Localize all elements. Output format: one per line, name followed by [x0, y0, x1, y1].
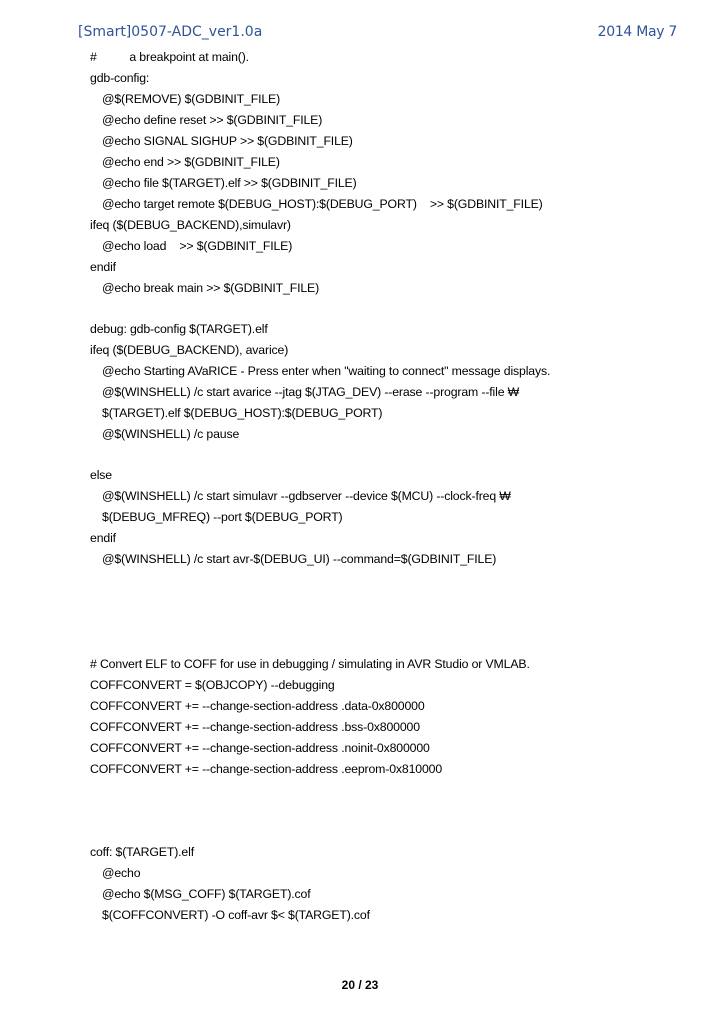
code-line: @$(WINSHELL) /c start avr-$(DEBUG_UI) --command=$(GDBINIT_FILE) — [102, 552, 497, 566]
code-line: @$(REMOVE) $(GDBINIT_FILE) — [102, 92, 281, 106]
code-line: endif — [90, 531, 116, 545]
header-date: 2014 May 7 — [597, 24, 677, 40]
code-line: @echo Starting AVaRICE - Press enter when "waiting to connect" message displays. — [102, 364, 551, 378]
code-line: gdb-config: — [90, 71, 150, 85]
code-line: endif — [90, 260, 116, 274]
code-line: @$(WINSHELL) /c start avarice --jtag $(JTAG_DEV) --erase --program --file ₩ — [102, 385, 520, 399]
code-line: # Convert ELF to COFF for use in debugging / simulating in AVR Studio or VMLAB. — [90, 657, 530, 671]
code-line: @echo $(MSG_COFF) $(TARGET).cof — [102, 887, 311, 901]
code-line: @echo SIGNAL SIGHUP >> $(GDBINIT_FILE) — [102, 134, 353, 148]
code-line: else — [90, 468, 112, 482]
header-doc-title: [Smart]0507-ADC_ver1.0a — [78, 24, 263, 40]
code-line: @echo — [102, 866, 141, 880]
code-line: $(TARGET).elf $(DEBUG_HOST):$(DEBUG_PORT) — [102, 406, 383, 420]
code-line: coff: $(TARGET).elf — [90, 845, 194, 859]
code-line: $(COFFCONVERT) -O coff-avr $< $(TARGET).cof — [102, 908, 370, 922]
code-line: COFFCONVERT += --change-section-address .eeprom-0x810000 — [90, 762, 443, 776]
code-line: COFFCONVERT = $(OBJCOPY) --debugging — [90, 678, 335, 692]
code-line: @echo end >> $(GDBINIT_FILE) — [102, 155, 280, 169]
code-line: @$(WINSHELL) /c pause — [102, 427, 240, 441]
code-line: @echo file $(TARGET).elf >> $(GDBINIT_FILE) — [102, 176, 357, 190]
code-line: ifeq ($(DEBUG_BACKEND), avarice) — [90, 343, 289, 357]
code-line: @echo target remote $(DEBUG_HOST):$(DEBUG_PORT) >> $(GDBINIT_FILE) — [102, 197, 543, 211]
code-line: @echo load >> $(GDBINIT_FILE) — [102, 239, 293, 253]
code-line: $(DEBUG_MFREQ) --port $(DEBUG_PORT) — [102, 510, 343, 524]
code-line: @echo break main >> $(GDBINIT_FILE) — [102, 281, 320, 295]
code-line: @$(WINSHELL) /c start simulavr --gdbserver --device $(MCU) --clock-freq ₩ — [102, 489, 511, 503]
code-line: debug: gdb-config $(TARGET).elf — [90, 322, 268, 336]
code-line: COFFCONVERT += --change-section-address .noinit-0x800000 — [90, 741, 430, 755]
code-line: COFFCONVERT += --change-section-address .data-0x800000 — [90, 699, 425, 713]
code-line: # a breakpoint at main(). — [90, 50, 249, 64]
code-line: @echo define reset >> $(GDBINIT_FILE) — [102, 113, 323, 127]
code-line: ifeq ($(DEBUG_BACKEND),simulavr) — [90, 218, 291, 232]
page-number: 20 / 23 — [341, 978, 379, 992]
code-line: COFFCONVERT += --change-section-address .bss-0x800000 — [90, 720, 420, 734]
